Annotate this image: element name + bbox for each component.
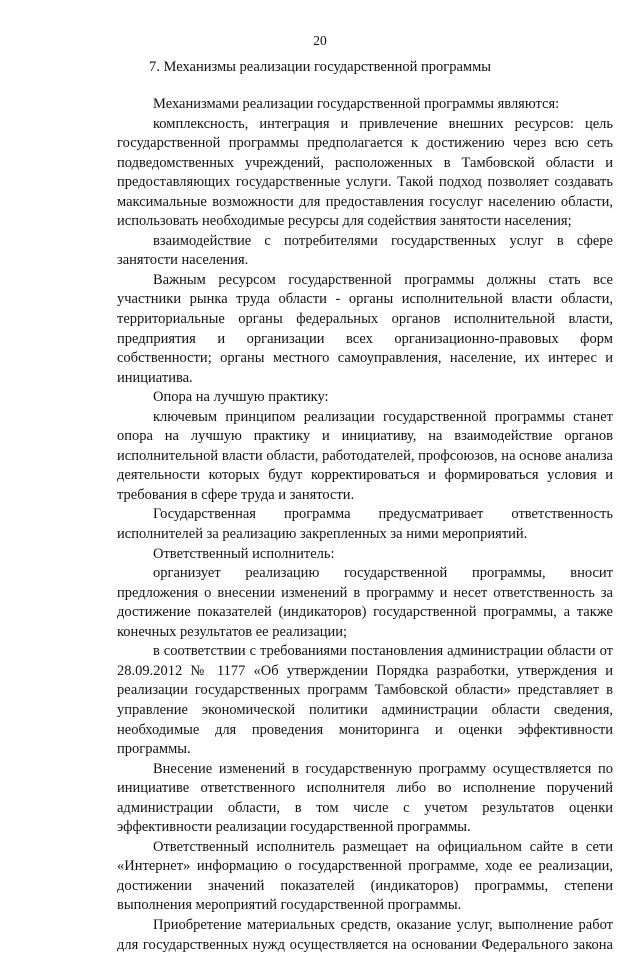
page-number: 20	[313, 33, 327, 48]
section-title: 7. Механизмы реализации государственной программы	[149, 59, 491, 75]
paragraph: организует реализацию государственной программы, вносит предложения о внесении изменений в программу и несет ответственность за достижение показателей (индикаторов) государственной программы, а также конечных результатов ее реализации;	[117, 565, 613, 640]
paragraph: Приобретение материальных средств, оказание услуг, выполнение работ для государственных нужд осуществляется на основании Федерального закона	[117, 916, 613, 953]
paragraph: Ответственный исполнитель размещает на официальном сайте в сети «Интернет» информацию о государственной программе, ходе ее реализации, достижении значений показателей (индикаторов) программы, степени выполнения мероприятий государственной программы.	[117, 838, 613, 914]
paragraph: Ответственный исполнитель:	[153, 545, 335, 562]
paragraph: в соответствии с требованиями постановления администрации области от 28.09.2012 № 1177 «Об утверждении Порядка разработки, утверждения и реализации государственных программ Тамбовской области» представляет в управление экономической политики администрации области сведения, необходимые для проведения мониторинга и оценки эффективности программы.	[117, 643, 613, 758]
paragraph: Государственная программа предусматривает ответственность исполнителей за реализацию закрепленных за ними мероприятий.	[117, 506, 613, 543]
paragraph: комплексность, интеграция и привлечение внешних ресурсов: цель государственной программы предполагается к достижению через всю сеть подведомственных учреждений, расположенных в Тамбовской области и предоставляющих государственные услуги. Такой подход позволяет создавать максимальные возможности для предоставления госуслуг населению области, использовать необходимые ресурсы для содействия занятости населения;	[117, 115, 613, 230]
paragraph: Важным ресурсом государственной программы должны стать все участники рынка труда области - органы исполнительной власти области, территориальные органы федеральных органов исполнительной власти, предприятия и организации всех организационно-правовых форм собственности; органы местного самоуправления, население, их интерес и инициатива.	[117, 271, 613, 386]
paragraph: Опора на лучшую практику:	[153, 389, 329, 406]
body-text	[117, 95, 613, 955]
paragraph: Внесение изменений в государственную программу осуществляется по инициативе ответственного исполнителя либо во исполнение поручений администрации области, в том числе с учетом результатов оценки эффективности реализации государственной программы.	[117, 760, 613, 836]
paragraph: взаимодействие с потребителями государственных услуг в сфере занятости населения.	[117, 232, 613, 269]
paragraph: ключевым принципом реализации государственной программы станет опора на лучшую практику и инициативу, на взаимодействие органов исполнительной власти области, работодателей, профсоюзов, на основе анализа деятельности которых будут корректироваться и формироваться условия и требования в сфере труда и занятости.	[117, 408, 613, 503]
paragraph: Механизмами реализации государственной программы являются:	[153, 96, 560, 112]
